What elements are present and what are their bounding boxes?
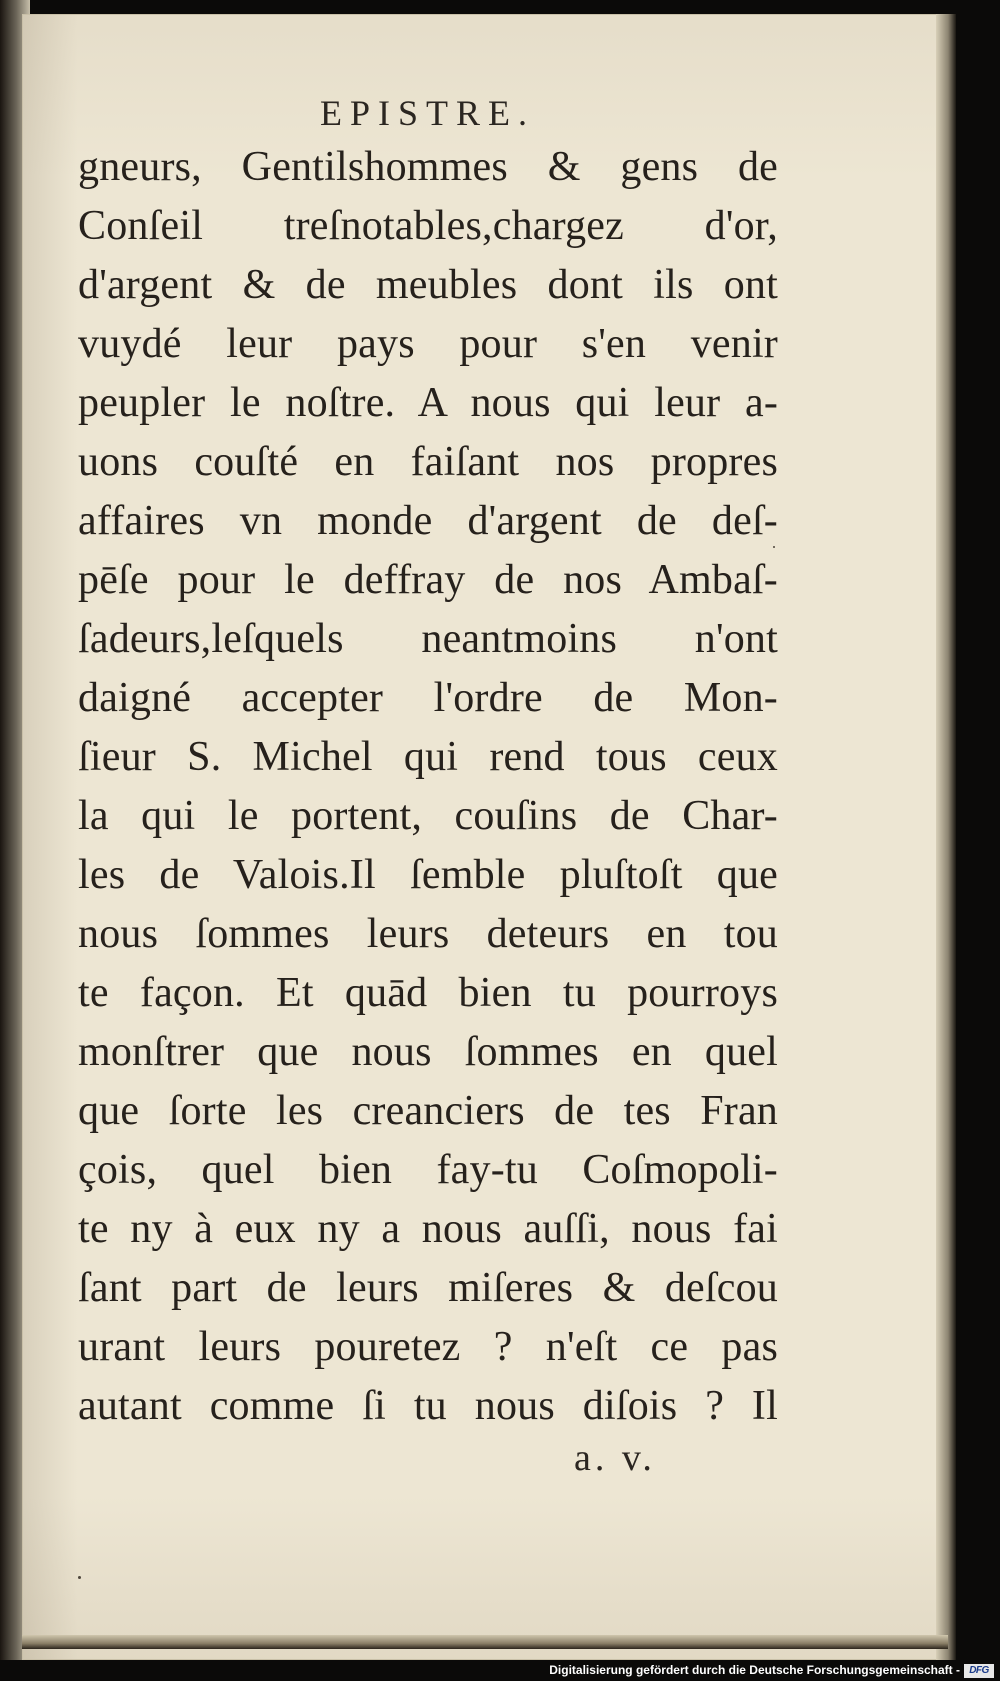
text-line: daigné accepter l'ordre de Mon-	[78, 675, 778, 721]
text-line: les de Valois.Il ſemble pluſtoſt que	[78, 852, 778, 898]
ink-speck	[773, 546, 775, 548]
text-line: pēſe pour le deffray de nos Ambaſ-	[78, 557, 778, 603]
text-line: Conſeil treſnotables,chargez d'or,	[78, 203, 778, 249]
text-line: la qui le portent, couſins de Char-	[78, 793, 778, 839]
text-line: ſadeurs,leſquels neantmoins n'ont	[78, 616, 778, 662]
text-line: ſieur S. Michel qui rend tous ceux	[78, 734, 778, 780]
dfg-logo: DFG	[964, 1664, 994, 1678]
text-line: çois, quel bien fay-tu Coſmopoli-	[78, 1147, 778, 1193]
text-line: vuydé leur pays pour s'en venir	[78, 321, 778, 367]
page-right-edge	[936, 14, 956, 1660]
text-line: monſtrer que nous ſommes en quel	[78, 1029, 778, 1075]
text-line: d'argent & de meubles dont ils ont	[78, 262, 778, 308]
text-line: gneurs, Gentilshommes & gens de	[78, 144, 778, 190]
text-line: ſant part de leurs miſeres & deſcou	[78, 1265, 778, 1311]
text-line: uons couſté en faiſant nos propres	[78, 439, 778, 485]
body-text	[78, 138, 778, 1436]
digitization-credit: Digitalisierung gefördert durch die Deutsche Forschungsgemeinschaft -	[549, 1663, 960, 1677]
text-line: autant comme ſi tu nous diſois ? Il	[78, 1383, 778, 1429]
page-bottom-edge	[22, 1635, 948, 1649]
text-line: te façon. Et quād bien tu pourroys	[78, 970, 778, 1016]
signature-mark: a. v.	[574, 1437, 656, 1479]
text-line: affaires vn monde d'argent de deſ-	[78, 498, 778, 544]
text-line: peupler le noſtre. A nous qui leur a-	[78, 380, 778, 426]
text-line: urant leurs pouretez ? n'eſt ce pas	[78, 1324, 778, 1370]
running-head: EPISTRE.	[320, 93, 536, 133]
text-line: que ſorte les creanciers de tes Fran	[78, 1088, 778, 1134]
ink-speck	[78, 1576, 81, 1579]
text-line: nous ſommes leurs deteurs en tou	[78, 911, 778, 957]
text-line: te ny à eux ny a nous auſſi, nous fai	[78, 1206, 778, 1252]
